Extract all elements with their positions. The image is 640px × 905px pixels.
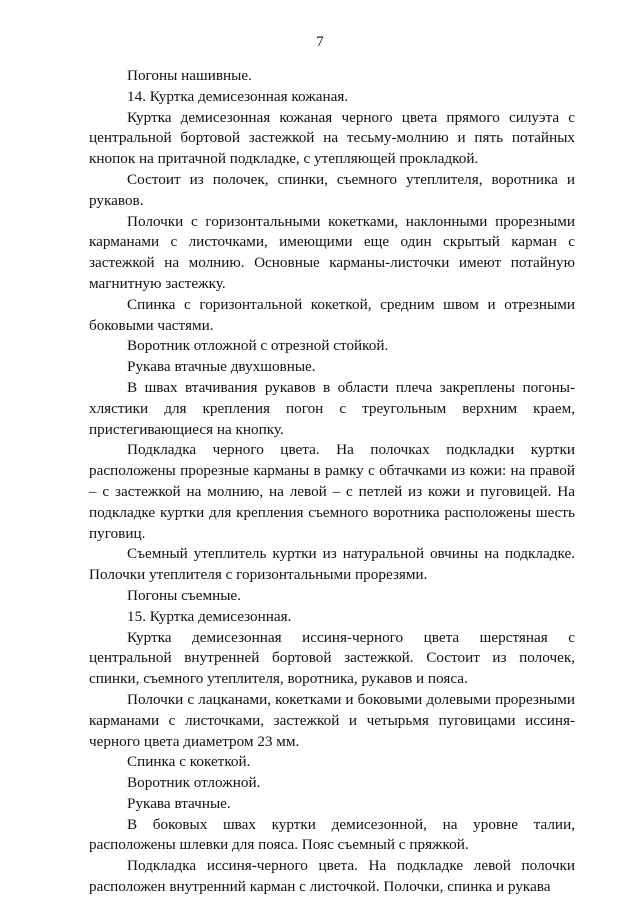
paragraph-front-panels: Полочки с горизонтальными кокетками, наклонными прорезными карманами с листочками, имеющими еще один скрытый карман с застежкой на молнию. Основные карманы-листочки имеют потайную магнитную застежку.	[89, 212, 575, 292]
paragraph-wool-lining: Подкладка иссиня-черного цвета. На подкладке левой полочки расположен внутренний карман с листочкой. Полочки, спинка и рукава	[89, 857, 575, 896]
heading-item-15: 15. Куртка демисезонная.	[127, 607, 292, 625]
heading-item-14: 14. Куртка демисезонная кожаная.	[127, 87, 349, 105]
document-body	[89, 66, 575, 898]
paragraph-wool-back: Спинка с кокеткой.	[127, 753, 251, 771]
paragraph-back: Спинка с горизонтальной кокеткой, средним швом и отрезными боковыми частями.	[89, 295, 575, 334]
paragraph-collar: Воротник отложной с отрезной стойкой.	[127, 337, 389, 355]
paragraph-wool-sleeves: Рукава втачные.	[127, 794, 231, 812]
paragraph-belt-loops: В боковых швах куртки демисезонной, на уровне талии, расположены шлевки для пояса. Пояс съемный с пряжкой.	[89, 815, 575, 854]
paragraph-wool-jacket-description: Куртка демисезонная иссиня-черного цвета шерстяная с центральной внутренней бортовой застежкой. Состоит из полочек, спинки, съемного утеплителя, воротника, рукавов и пояса.	[89, 628, 575, 688]
paragraph-leather-jacket-description: Куртка демисезонная кожаная черного цвета прямого силуэта с центральной бортовой застежкой на тесьму-молнию и пять потайных кнопок на притачной подкладке, с утепляющей прокладкой.	[89, 108, 575, 168]
paragraph-wool-front-panels: Полочки с лацканами, кокетками и боковыми долевыми прорезными карманами с листочками, застежкой и четырьмя пуговицами иссиня-черного цвета диаметром 23 мм.	[89, 690, 575, 750]
page-number: 7	[316, 34, 324, 50]
paragraph-leather-jacket-composition: Состоит из полочек, спинки, съемного утеплителя, воротника и рукавов.	[89, 170, 575, 209]
paragraph-epaulettes-sewn: Погоны нашивные.	[127, 67, 252, 84]
paragraph-lining: Подкладка черного цвета. На полочках подкладки куртки расположены прорезные карманы в рамку с обтачками из кожи: на правой – с застежкой на молнию, на левой – с петлей из кожи и пуговицей. На подкладке куртки для крепления съемного воротника расположены шесть пуговиц.	[89, 441, 575, 542]
paragraph-shoulder-straps: В швах втачивания рукавов в области плеча закреплены погоны-хлястики для крепления погон с треугольным верхним краем, пристегивающиеся на кнопку.	[89, 378, 575, 438]
paragraph-epaulettes-removable: Погоны съемные.	[127, 586, 241, 604]
paragraph-sleeves: Рукава втачные двухшовные.	[127, 358, 316, 376]
paragraph-removable-insulation: Съемный утеплитель куртки из натуральной овчины на подкладке. Полочки утеплителя с горизонтальными прорезями.	[89, 545, 575, 584]
paragraph-wool-collar: Воротник отложной.	[127, 774, 261, 792]
